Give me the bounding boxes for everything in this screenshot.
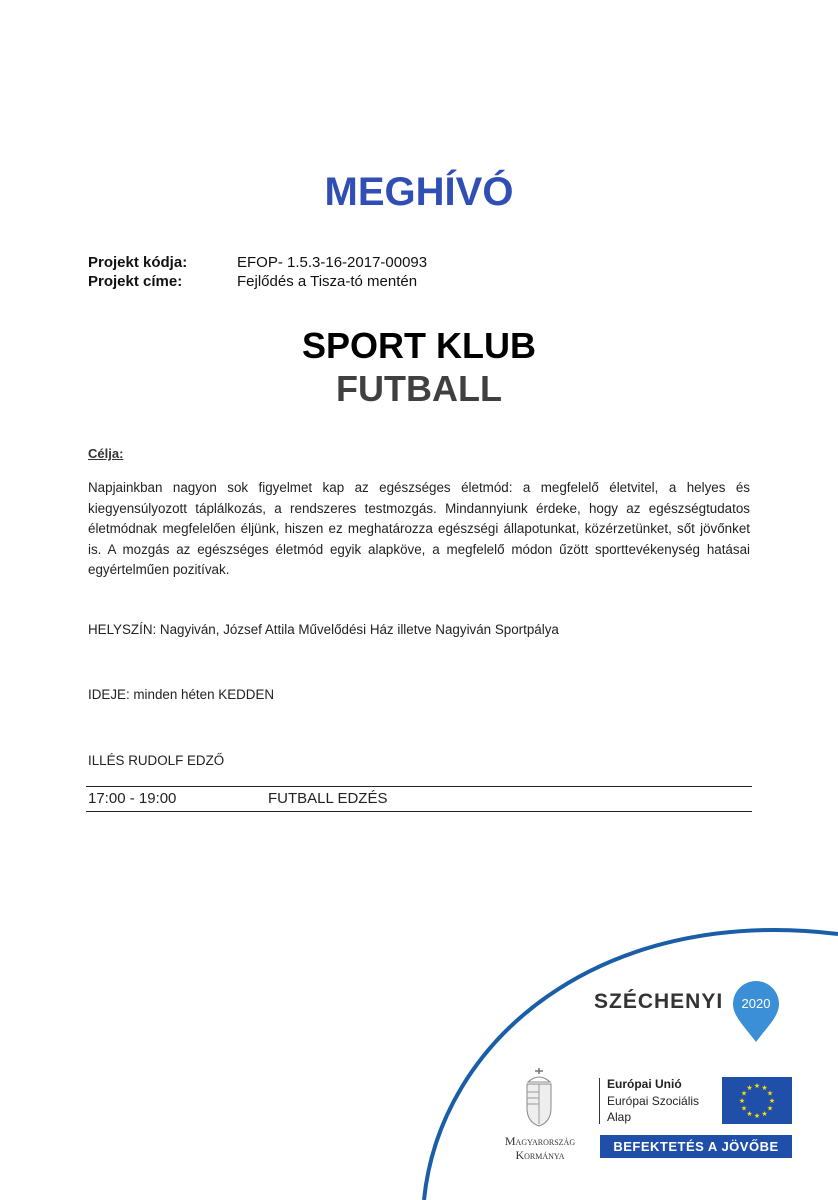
project-code-label: Projekt kódja:	[88, 254, 188, 271]
eu-star-icon: ★	[766, 1105, 774, 1113]
location-text: HELYSZÍN: Nagyiván, József Attila Művelődési Ház illetve Nagyiván Sportpálya	[88, 622, 559, 637]
eu-star-icon: ★	[761, 1110, 768, 1118]
gov-line-2: Kormánya	[515, 1148, 565, 1162]
heading-sport-klub: SPORT KLUB	[302, 325, 536, 366]
gov-line-1: Magyarország	[504, 1134, 576, 1148]
project-name-label: Projekt címe:	[88, 273, 183, 290]
schedule-activity: FUTBALL EDZÉS	[268, 790, 388, 807]
schedule-time: 17:00 - 19:00	[88, 790, 177, 807]
government-logo-text	[488, 1134, 592, 1162]
goal-text: Napjainkban nagyon sok figyelmet kap az egészséges életmód: a megfelelő életvitel, a helyes és kiegyensúlyozott táplálkozás, a rendszeres testmozgás. Mindannyiunk érdeke, hogy az egészségtudatos életmódnak megfelelően éljünk, hiszen ez meghatározza egészségi állapotunkat, közérzetünket, sőt jövőnket is. A mozgás az egészséges életmód egyik alapköve, a megfelelő módon űzött sporttevékenység hatásai egyértelműen pozitívak.	[88, 480, 750, 577]
eu-star-icon: ★	[753, 1113, 761, 1120]
eu-star-icon: ★	[746, 1110, 753, 1118]
eu-star-icon: ★	[738, 1098, 746, 1105]
eu-line-2: Európai Szociális	[607, 1094, 700, 1108]
eu-line-1: Európai Unió	[607, 1077, 682, 1091]
investment-banner: BEFEKTETÉS A JÖVŐBE	[600, 1135, 792, 1158]
coach-text: ILLÉS RUDOLF EDZŐ	[88, 753, 225, 768]
szechenyi-2020-pin-icon	[730, 978, 782, 1044]
szechenyi-logo-text: SZÉCHENYI	[594, 990, 724, 1013]
eu-star-icon: ★	[766, 1090, 774, 1098]
eu-star-icon: ★	[753, 1083, 761, 1090]
hungarian-coat-of-arms-icon	[522, 1066, 556, 1128]
project-name-value: Fejlődés a Tisza-tó mentén	[237, 273, 418, 290]
heading-futball: FUTBALL	[336, 368, 502, 409]
eu-line-3: Alap	[607, 1110, 632, 1124]
eu-star-icon: ★	[768, 1098, 776, 1105]
eu-flag-icon	[722, 1077, 792, 1124]
eu-star-icon: ★	[740, 1090, 748, 1098]
project-code-value: EFOP- 1.5.3-16-2017-00093	[237, 254, 428, 271]
eu-star-icon: ★	[746, 1085, 753, 1093]
eu-star-icon: ★	[740, 1105, 748, 1113]
eu-star-icon: ★	[761, 1085, 768, 1093]
goal-label: Célja:	[88, 446, 124, 461]
year-text: 2020	[741, 996, 771, 1011]
page-title: MEGHÍVÓ	[324, 170, 514, 214]
time-text: IDEJE: minden héten KEDDEN	[88, 687, 275, 702]
